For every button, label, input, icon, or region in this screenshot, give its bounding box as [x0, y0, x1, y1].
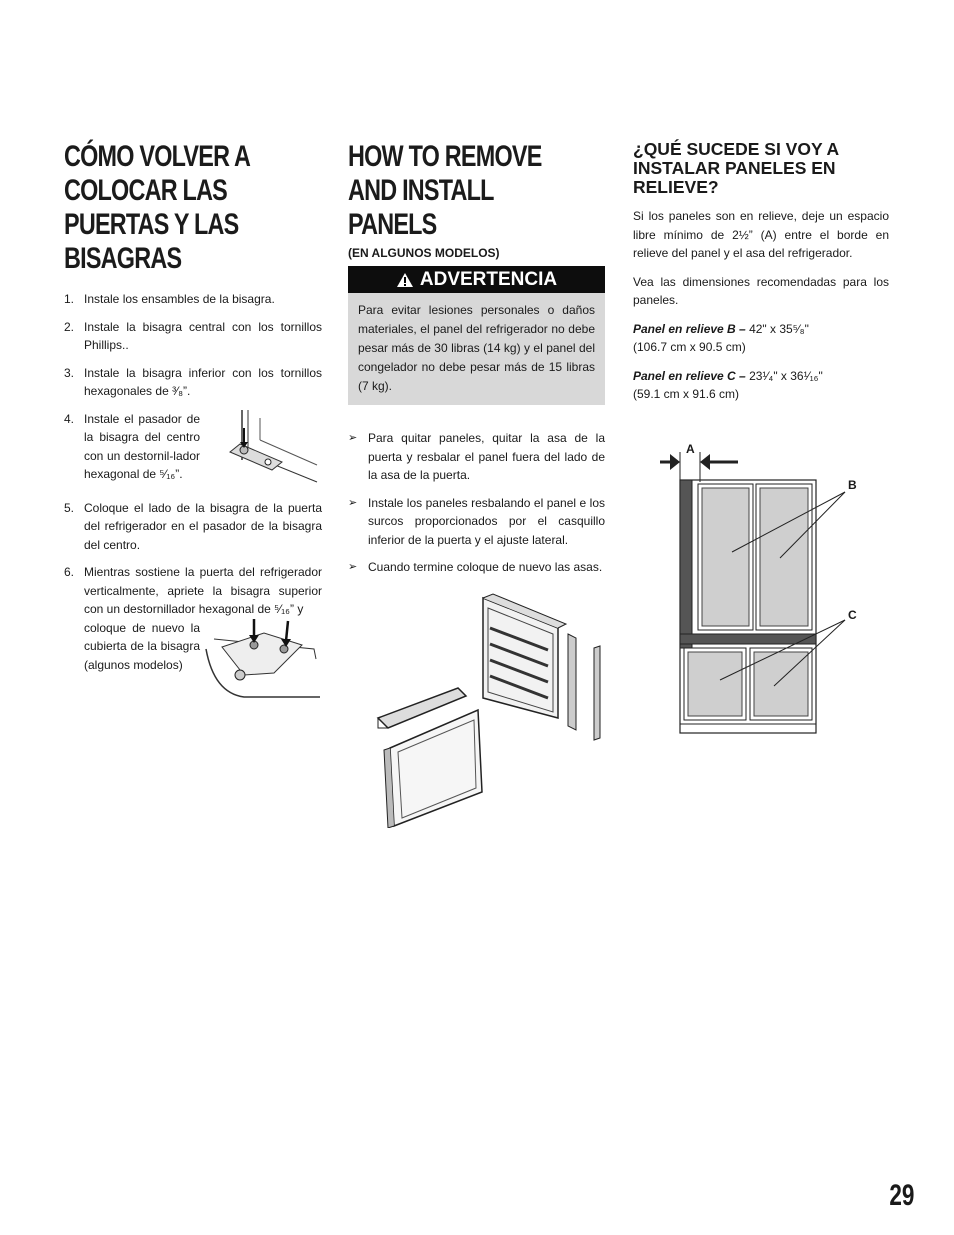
- hinge-pin-illustration: [222, 410, 322, 490]
- arrow-bullet-icon: ➢: [348, 561, 358, 573]
- step-item: 1. Instale los ensambles de la bisagra.: [64, 292, 275, 306]
- steps-list: [64, 290, 322, 701]
- column-doors-hinges: [64, 140, 322, 710]
- label-a: A: [686, 442, 695, 456]
- list-item: ➢ Instale los paneles resbalando el panel e los surcos proporcionados por el casquillo inferior de la puerta y el ajuste lateral.: [348, 495, 605, 547]
- panel-c-dimensions: Panel en relieve C – 23¹⁄₄" x 36¹⁄₁₆" (59.1 cm x 91.6 cm): [633, 368, 823, 401]
- hinge-cover-illustration: [204, 619, 322, 701]
- column-raised-panels: [633, 140, 889, 414]
- raised-panel-diagram: [640, 440, 870, 740]
- column-panels: [348, 140, 605, 833]
- label-c: C: [848, 608, 857, 622]
- step-item: 5. Coloque el lado de la bisagra de la puerta del refrigerador en el pasador de la bisagra del centro.: [64, 500, 322, 552]
- warning-header: [348, 266, 605, 293]
- step-item: 2. Instale la bisagra central con los tornillos Phillips..: [64, 319, 322, 352]
- warning-label: ADVERTENCIA: [419, 268, 558, 290]
- raised-panels-intro: Si los paneles son en relieve, deje un espacio libre mínimo de 2½” (A) entre el borde en relieve del panel y el asa del refrigerador.: [633, 209, 889, 260]
- step-item: 6. Mientras sostiene la puerta del refrigerador verticalmente, apriete la bisagra superior con un destornillador hexagonal de ⁵⁄₁₆” y coloque de nuevo la cubierta de la bisagra (algunos modelos): [64, 563, 322, 701]
- label-b: B: [848, 478, 857, 492]
- list-item: ➢ Para quitar paneles, quitar la asa de la puerta y resbalar el panel fuera del lado de la asa de la puerta.: [348, 431, 605, 482]
- panel-installation-illustration: [348, 588, 608, 828]
- step-item: 3. Instale la bisagra inferior con los tornillos hexagonales de ³⁄₈”.: [64, 365, 322, 398]
- subtitle-some-models: (EN ALGUNOS MODELOS): [348, 246, 500, 260]
- warning-text: Para evitar lesiones personales o daños materiales, el panel del refrigerador no debe pesar más de 30 libras (14 kg) y el panel del congelador no debe pesar más de 15 libras (7 kg).: [348, 293, 605, 405]
- step-item: 4. Instale el pasador de la bisagra del centro con un destornil-lador hexagonal de ⁵⁄₁₆”.: [64, 410, 322, 490]
- page-number: 29: [888, 1179, 914, 1212]
- warning-icon: [396, 272, 414, 288]
- panel-instructions: [348, 429, 605, 577]
- arrow-bullet-icon: ➢: [348, 496, 358, 509]
- dimensions-note: Vea las dimensiones recomendadas para los paneles.: [633, 274, 889, 307]
- raised-panels-heading: ¿QUÉ SUCEDE SI VOY A INSTALAR PANELES EN RELIEVE?: [633, 139, 839, 197]
- section-title-doors: CÓMO VOLVER A COLOCAR LAS PUERTAS Y LAS BISAGRAS: [64, 140, 250, 275]
- arrow-bullet-icon: ➢: [348, 432, 358, 444]
- panel-b-dimensions: Panel en relieve B – 42" x 35⁵⁄₈" (106.7 cm x 90.5 cm): [633, 321, 809, 354]
- list-item: ➢ Cuando termine coloque de nuevo las asas.: [348, 558, 605, 577]
- section-title-panels: HOW TO REMOVE AND INSTALL PANELS: [348, 140, 542, 241]
